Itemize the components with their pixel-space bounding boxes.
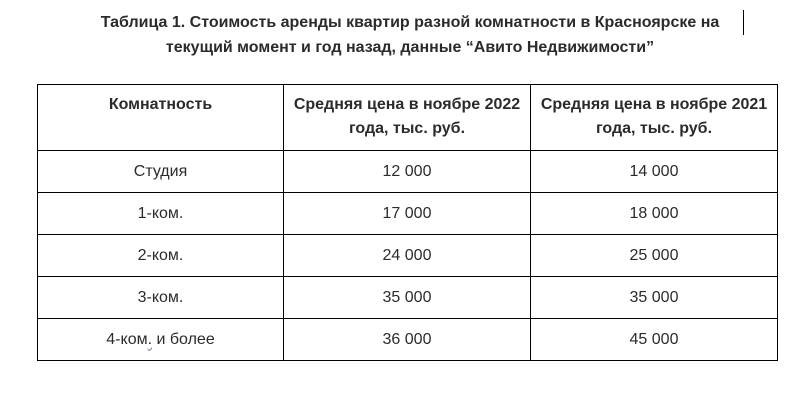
table-row <box>38 319 778 361</box>
header-room-type: Комнатность <box>38 85 284 151</box>
caption-line-1: Таблица 1. Стоимость аренды квартир разной комнатности в Красноярске на <box>100 14 720 31</box>
price-2021-cell: 14 000 <box>531 151 778 193</box>
price-2021-cell: 35 000 <box>531 277 778 319</box>
price-2022-cell: 35 000 <box>284 277 531 319</box>
price-2022-cell: 24 000 <box>284 235 531 277</box>
table-row <box>38 193 778 235</box>
table-row <box>38 235 778 277</box>
rent-price-table <box>37 84 778 361</box>
price-2021-cell: 18 000 <box>531 193 778 235</box>
room-type-cell: 2-ком. <box>38 235 284 277</box>
price-2022-cell: 17 000 <box>284 193 531 235</box>
room-type-cell: Студия <box>38 151 284 193</box>
room-type-cell: 3-ком. <box>38 277 284 319</box>
room-type-text: 4-ком <box>106 330 148 348</box>
table-row <box>38 277 778 319</box>
room-type-cell <box>38 319 284 361</box>
room-type-text-rest: и более <box>152 330 215 348</box>
spellcheck-mark[interactable]: . <box>147 330 153 348</box>
price-2021-cell: 25 000 <box>531 235 778 277</box>
header-price-2021: Средняя цена в ноябре 2021 года, тыс. руб. <box>531 85 778 151</box>
text-cursor <box>743 10 744 35</box>
price-2022-cell: 36 000 <box>284 319 531 361</box>
price-2022-cell: 12 000 <box>284 151 531 193</box>
room-type-cell: 1-ком. <box>38 193 284 235</box>
table-header-row <box>38 85 778 151</box>
table-caption <box>40 10 780 60</box>
table-row <box>38 151 778 193</box>
price-2021-cell: 45 000 <box>531 319 778 361</box>
caption-line-2: текущий момент и год назад, данные “Авито Недвижимости” <box>165 39 655 56</box>
header-price-2022: Средняя цена в ноябре 2022 года, тыс. руб. <box>284 85 531 151</box>
